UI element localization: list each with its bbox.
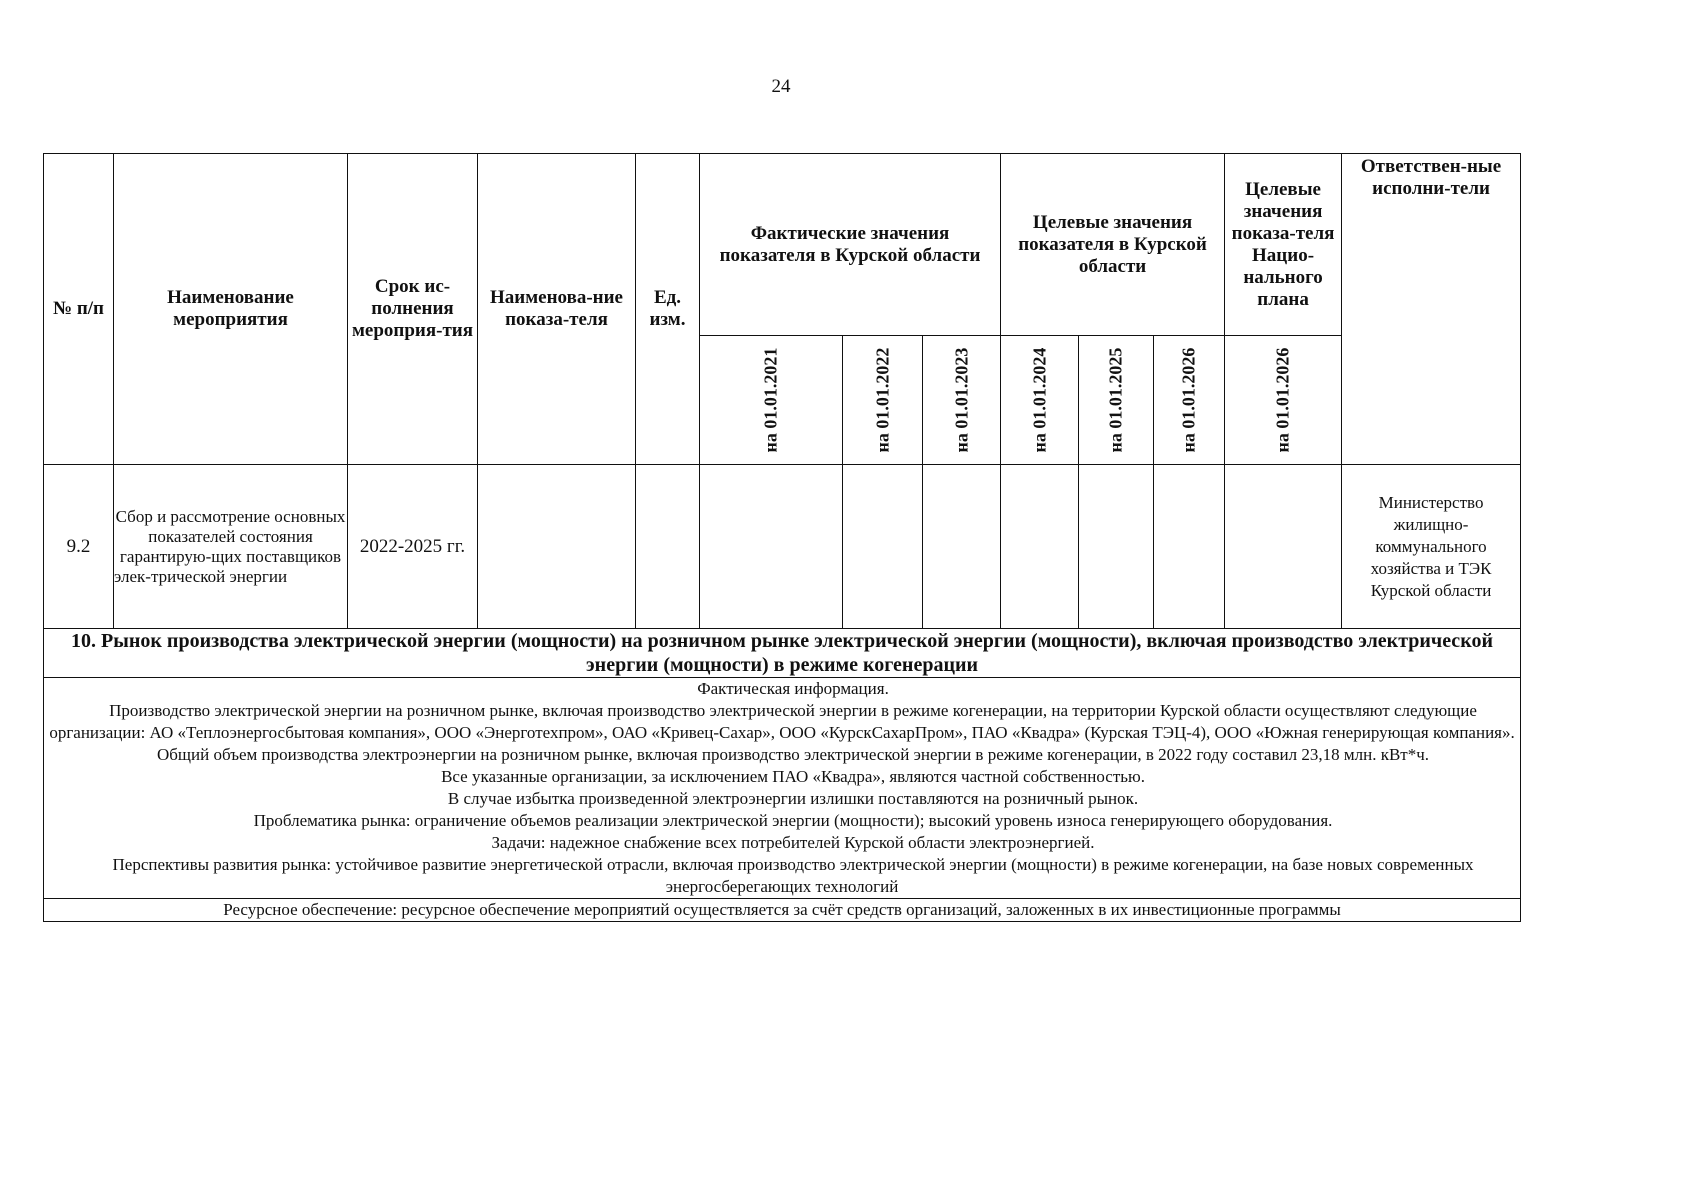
header-activity: Наименование мероприятия [114, 154, 348, 465]
row-responsible: Министерство жилищно-коммунального хозяйства и ТЭК Курской области [1342, 465, 1521, 629]
info-paragraph: Фактическая информация. [697, 679, 889, 698]
date-target-2024: на 01.01.2024 [1001, 336, 1079, 465]
info-paragraph: Общий объем производства электроэнергии на розничном рынке, включая производство электрической энергии в режиме когенерации, в 2022 году составил 23,18 млн. кВт*ч. [157, 745, 1430, 764]
row-activity: Сбор и рассмотрение основных показателей состояния гарантирую-щих поставщиков элек-трической энергии [114, 465, 348, 629]
section-resource-row [44, 899, 1521, 922]
row-indicator [478, 465, 636, 629]
date-actual-2022: на 01.01.2022 [843, 336, 923, 465]
info-paragraph: Все указанные организации, за исключением ПАО «Квадра», являются частной собственностью. [441, 767, 1145, 786]
header-period: Срок ис-полнения мероприя-тия [348, 154, 478, 465]
info-paragraph: Перспективы развития рынка: устойчивое развитие энергетической отрасли, включая производство электрической энергии (мощности) в режиме когенерации, на базе новых современных энергосберегающих технологий [112, 855, 1474, 896]
row-value-national [1225, 465, 1342, 629]
date-target-2025: на 01.01.2025 [1079, 336, 1154, 465]
header-responsible: Ответствен-ные исполни-тели [1342, 154, 1521, 465]
date-actual-2023: на 01.01.2023 [923, 336, 1001, 465]
header-num: № п/п [44, 154, 114, 465]
row-value-2025 [1079, 465, 1154, 629]
info-paragraph: Проблематика рынка: ограничение объемов реализации электрической энергии (мощности); высокий уровень износа генерирующего оборудования. [253, 811, 1333, 830]
row-unit [636, 465, 700, 629]
row-number: 9.2 [44, 465, 114, 629]
info-paragraph: В случае избытка произведенной электроэнергии излишки поставляются на розничный рынок. [447, 789, 1139, 808]
header-target-values: Целевые значения показателя в Курской области [1001, 154, 1225, 336]
row-value-2023 [923, 465, 1001, 629]
header-row-1 [44, 154, 1521, 336]
resource-provision: Ресурсное обеспечение: ресурсное обеспечение мероприятий осуществляется за счёт средств организаций, заложенных в их инвестиционные программы [44, 899, 1521, 922]
table-row [44, 465, 1521, 629]
header-national-target: Целевые значения показа-теля Нацио-нального плана [1225, 154, 1342, 336]
header-indicator: Наименова-ние показа-теля [478, 154, 636, 465]
page-number: 24 [771, 76, 791, 97]
section-info [44, 678, 1521, 899]
date-target-2026: на 01.01.2026 [1154, 336, 1225, 465]
info-paragraph: Производство электрической энергии на розничном рынке, включая производство электрической энергии в режиме когенерации, на территории Курской области осуществляют следующие организации: АО «Теплоэнергосбытовая компания», ООО «Энерготехпром», ОАО «Кривец-Сахар», ООО «КурскСахарПром», ПАО «Квадра» (Курская ТЭЦ-4), ООО «Южная генерирующая компания». [49, 701, 1515, 742]
measures-table [43, 153, 1521, 922]
header-actual-values: Фактические значения показателя в Курской области [700, 154, 1001, 336]
header-unit: Ед. изм. [636, 154, 700, 465]
row-value-2024 [1001, 465, 1079, 629]
section-title-row [44, 629, 1521, 678]
section-info-row [44, 678, 1521, 899]
row-period: 2022-2025 гг. [348, 465, 478, 629]
row-value-2026 [1154, 465, 1225, 629]
row-value-2022 [843, 465, 923, 629]
section-title: 10. Рынок производства электрической энергии (мощности) на розничном рынке электрической энергии (мощности), включая производство электрической энергии (мощности) в режиме когенерации [44, 629, 1521, 678]
row-value-2021 [700, 465, 843, 629]
date-actual-2021: на 01.01.2021 [700, 336, 843, 465]
info-paragraph: Задачи: надежное снабжение всех потребителей Курской области электроэнергией. [491, 833, 1095, 852]
date-national-2026: на 01.01.2026 [1225, 336, 1342, 465]
